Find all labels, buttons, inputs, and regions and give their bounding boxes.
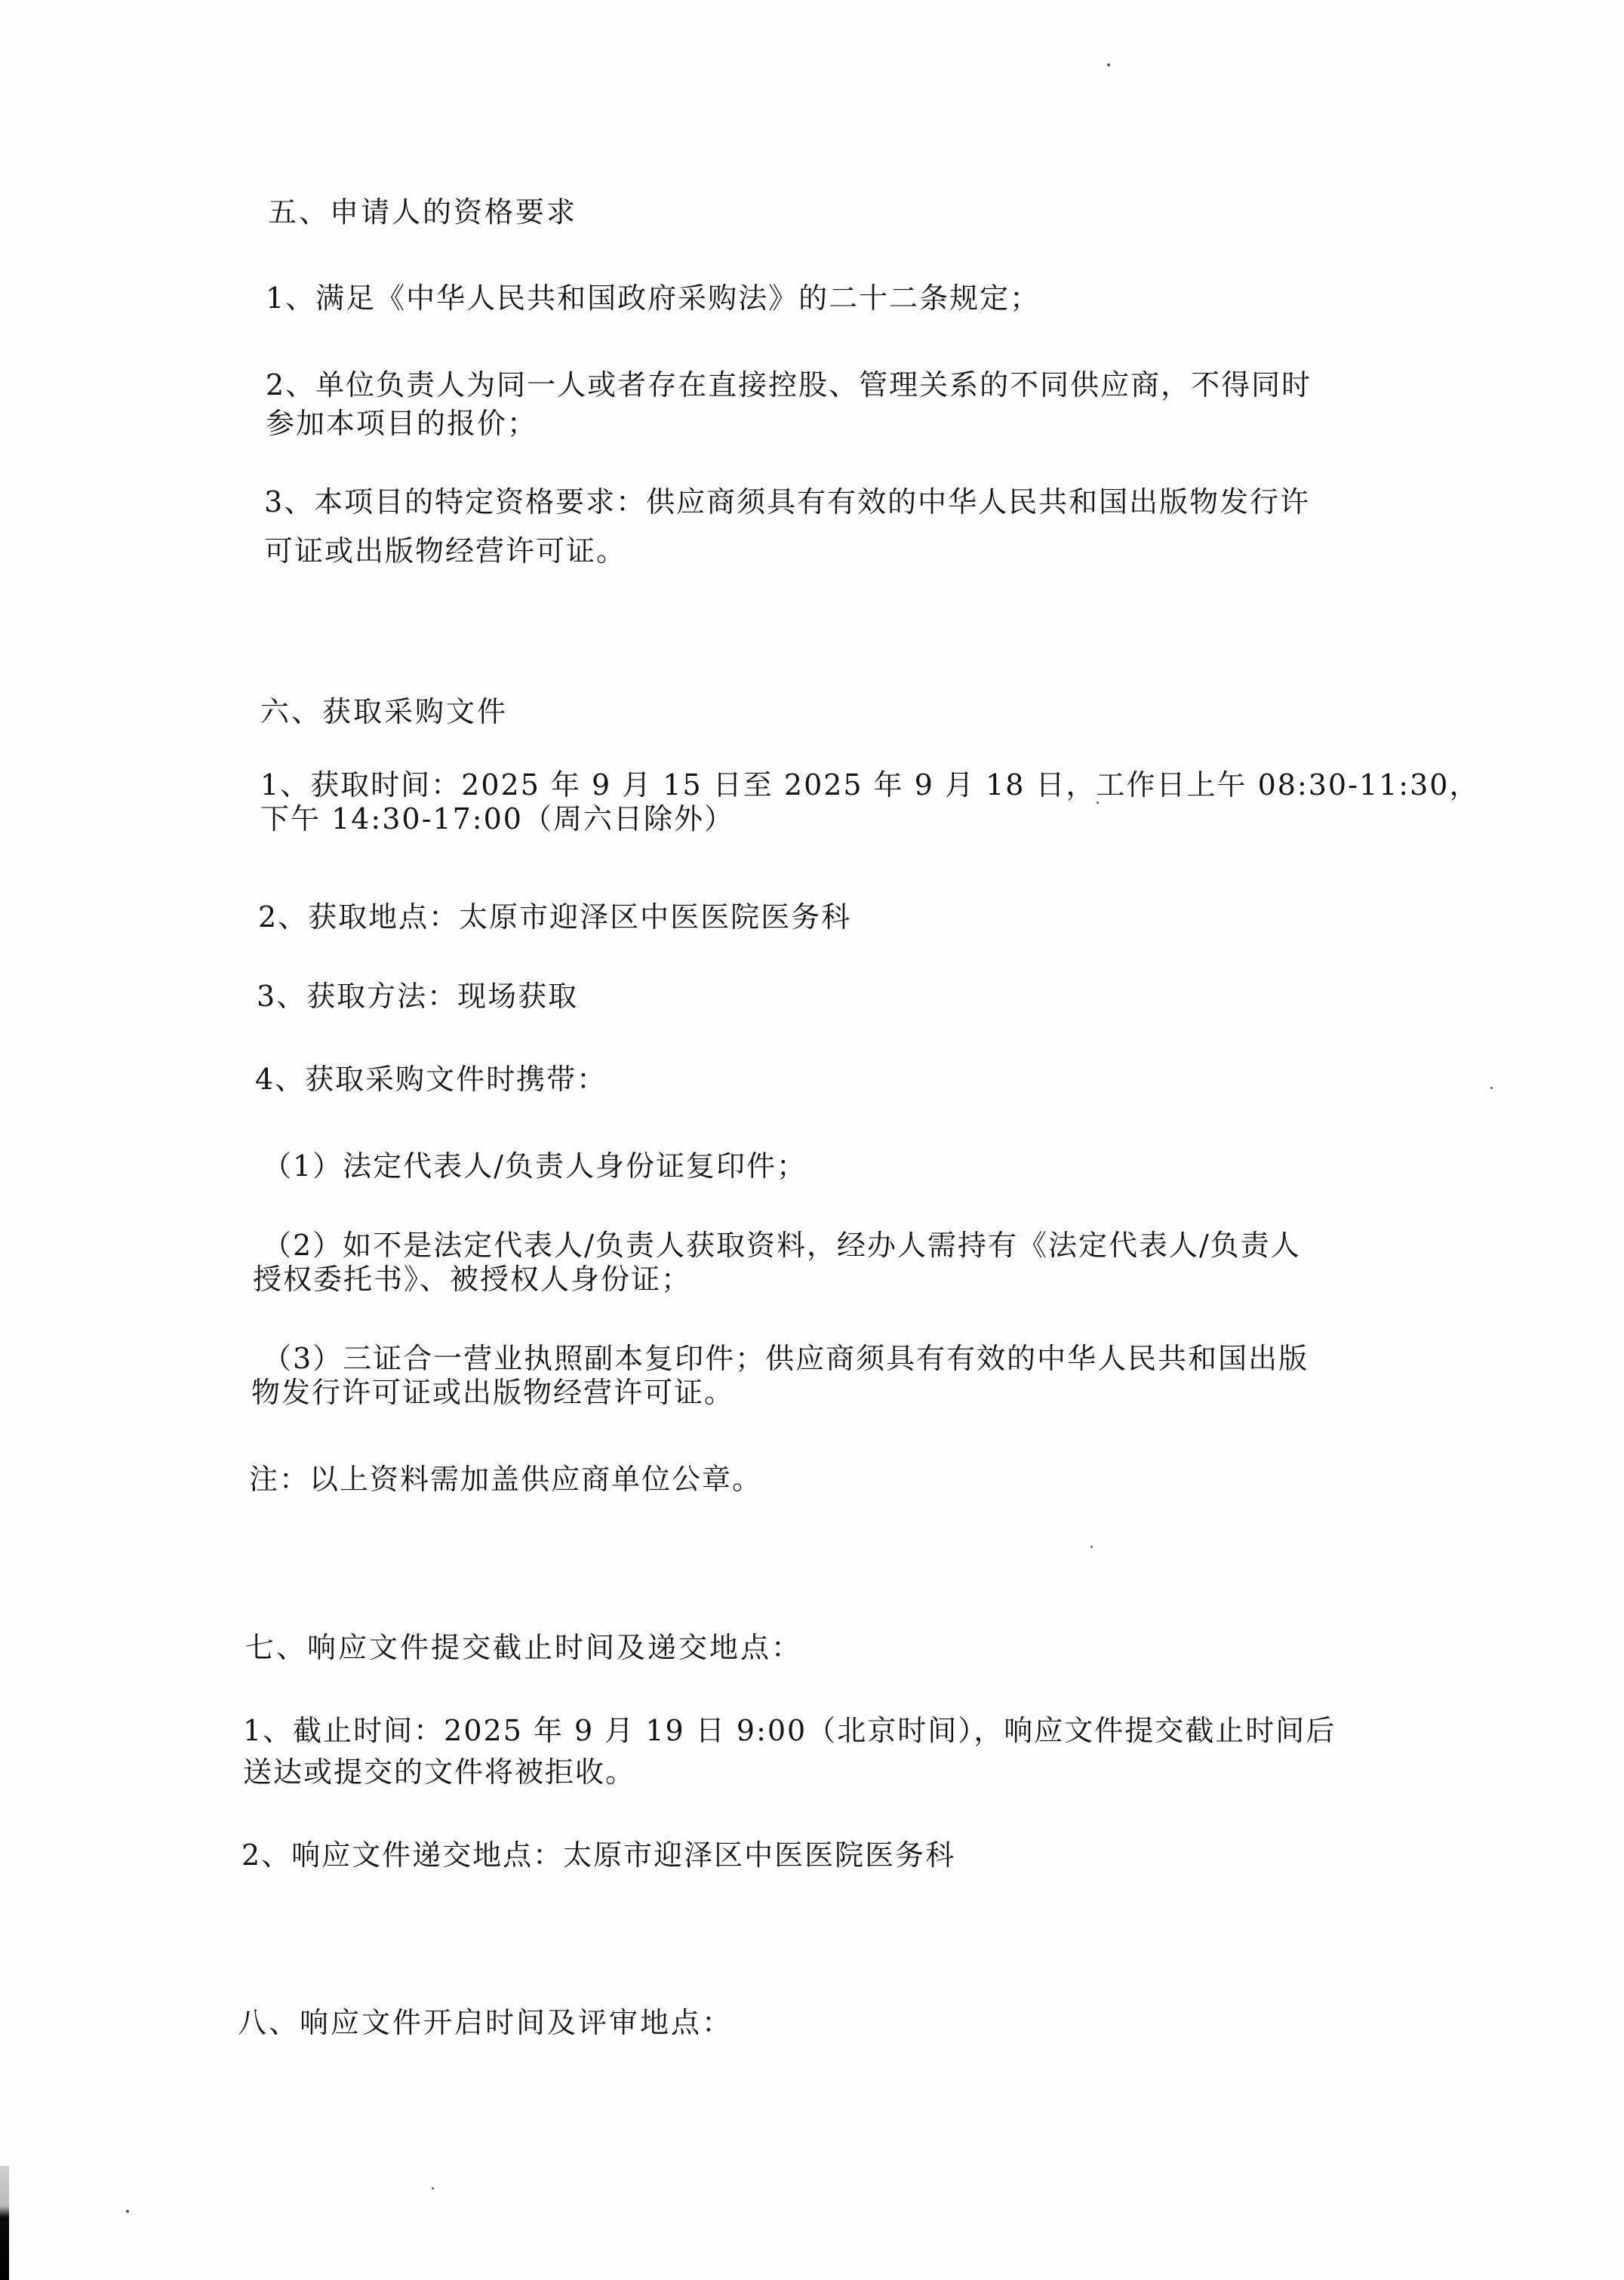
scan-speck xyxy=(1090,1546,1093,1548)
obtain-item-3: 3、获取方法：现场获取 xyxy=(257,980,579,1013)
qualification-item-3-line-1: 3、本项目的特定资格要求：供应商须具有有效的中华人民共和国出版物发行许 xyxy=(264,485,1311,518)
submission-item-1-line-1: 1、截止时间：2025 年 9 月 19 日 9:00（北京时间），响应文件提交截止时间后 xyxy=(243,1714,1336,1747)
qualification-item-2-line-2: 参加本项目的报价； xyxy=(266,407,538,440)
scan-speck xyxy=(1490,1087,1493,1089)
section-heading-submission-deadline: 七、响应文件提交截止时间及递交地点： xyxy=(245,1631,803,1664)
section-heading-obtain-documents: 六、获取采购文件 xyxy=(260,695,509,728)
obtain-subitem-2-line-1: （2）如不是法定代表人/负责人获取资料，经办人需持有《法定代表人/负责人 xyxy=(263,1229,1301,1262)
scan-edge-shadow xyxy=(0,2166,9,2280)
scan-speck xyxy=(432,2187,434,2189)
scan-speck xyxy=(126,2210,129,2213)
scan-speck xyxy=(1097,802,1099,804)
qualification-item-1: 1、满足《中华人民共和国政府采购法》的二十二条规定； xyxy=(266,282,1041,315)
qualification-item-2-line-1: 2、单位负责人为同一人或者存在直接控股、管理关系的不同供应商，不得同时 xyxy=(266,368,1312,402)
obtain-item-2: 2、获取地点：太原市迎泽区中医医院医务科 xyxy=(258,900,852,934)
obtain-subitem-1: （1）法定代表人/负责人身份证复印件； xyxy=(263,1149,807,1183)
submission-item-2: 2、响应文件递交地点：太原市迎泽区中医医院医务科 xyxy=(241,1838,956,1872)
section-heading-opening-time: 八、响应文件开启时间及评审地点： xyxy=(238,2006,734,2039)
qualification-item-3-line-2: 可证或出版物经营许可证。 xyxy=(264,534,627,568)
section-heading-qualifications: 五、申请人的资格要求 xyxy=(268,195,578,229)
obtain-item-1-line-1: 1、获取时间：2025 年 9 月 15 日至 2025 年 9 月 18 日，工作日上午 08:30-11:30， xyxy=(260,768,1480,802)
obtain-subitem-2-line-2: 授权委托书》、被授权人身份证； xyxy=(253,1263,692,1296)
obtain-item-4: 4、获取采购文件时携带： xyxy=(255,1063,607,1096)
scan-speck xyxy=(1107,63,1110,66)
obtain-subitem-3-line-2: 物发行许可证或出版物经营许可证。 xyxy=(251,1376,735,1409)
obtain-subitem-3-line-1: （3）三证合一营业执照副本复印件；供应商须具有有效的中华人民共和国出版 xyxy=(263,1342,1309,1375)
obtain-note: 注：以上资料需加盖供应商单位公章。 xyxy=(249,1463,763,1496)
submission-item-1-line-2: 送达或提交的文件将被拒收。 xyxy=(243,1755,636,1789)
obtain-item-1-line-2: 下午 14:30-17:00（周六日除外） xyxy=(260,802,734,835)
